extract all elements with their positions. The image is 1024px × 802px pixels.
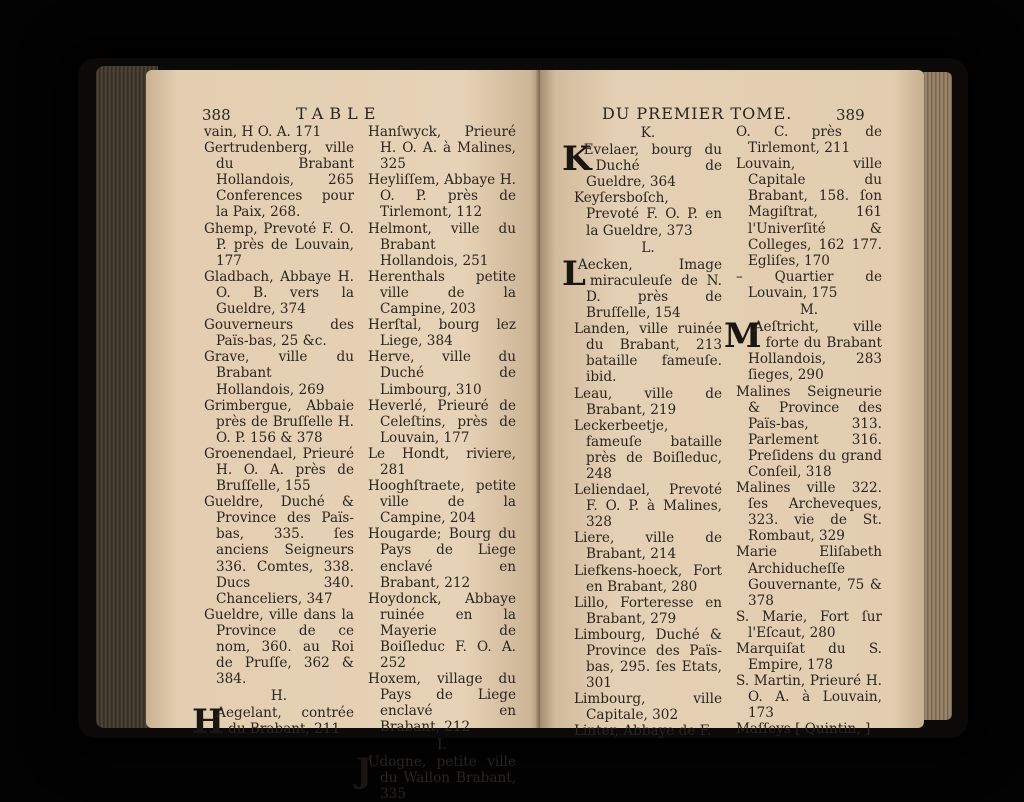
index-entry: Leckerbeetje, fameuſe bataille près de Boiſleduc, 248	[574, 417, 722, 482]
index-entry: vain, H O. A. 171	[204, 124, 322, 140]
index-entry: Hoydonck, Abbaye ruinée en la Mayerie de Boiſleduc F. O. A. 252	[368, 590, 516, 672]
index-entry: Heverlé, Prieuré de Celeſtins, près de Louvain, 177	[368, 397, 516, 446]
index-entry: Marie Eliſabeth Archiducheſſe Gouvernante, 75 & 378	[736, 544, 882, 609]
index-entry: Hooghſtraete, petite ville de la Campine, 204	[368, 478, 516, 527]
index-entry: Liere, ville de Brabant, 214	[574, 530, 722, 563]
index-entry-text: Udogne, petite ville du Wallon Brabant, 335	[368, 753, 516, 802]
index-entry: Herve, ville du Duché de Limbourg, 310	[368, 349, 516, 398]
index-entry: Maſſeys [ Quintin, ]	[736, 721, 871, 738]
index-entry-text: Aegelant, contrée du Brabant, 211	[216, 705, 354, 738]
index-entry: Limbourg, ville Capitale, 302	[574, 691, 722, 724]
index-entry: Gertrudenberg, ville du Brabant Hollandois, 265 Conferences pour la Paix, 268.	[204, 140, 354, 221]
dropcap-k: K	[562, 139, 592, 180]
left-page	[146, 70, 542, 802]
index-entry: O. C. près de Tirlemont, 211	[736, 124, 882, 157]
index-entry: Leau, ville de Brabant, 219	[574, 385, 722, 418]
index-entry: Gueldre, Duché & Province des Païs-bas, 335. ſes anciens Seigneurs 336. Comtes, 338. Ducs 340. Chanceliers, 347	[204, 494, 354, 607]
index-entry: Linter, Abbaye de F.	[574, 723, 712, 740]
right-column-2	[724, 124, 882, 738]
section-letter-l: L.	[641, 239, 655, 256]
index-entry: Gueldre, ville dans la Province de ce nom, 360. au Roi de Pruſſe, 362 & 384.	[204, 606, 354, 688]
index-entry: Grimbergue, Abbaie près de Bruſſelle H. O. P. 156 & 378	[204, 397, 354, 446]
index-entry: Hougarde; Bourg du Pays de Liege enclavé en Brabant, 212	[368, 526, 516, 591]
right-page-number: 389	[836, 106, 865, 124]
index-entry: Gouverneurs des Païs-bas, 25 &c.	[204, 317, 354, 350]
section-letter-m: M.	[799, 302, 819, 319]
index-entry: Helmont, ville du Brabant Hollandois, 251	[368, 220, 516, 269]
index-entry: Malines Seigneurie & Province des Païs-bas, 313. Parlement 316. Preſidens du grand Conſeil, 318	[736, 383, 882, 480]
dropcap-h: H	[192, 702, 225, 743]
section-letter-h: H.	[270, 688, 288, 705]
index-entry: – Quartier de Louvain, 175	[736, 268, 882, 301]
index-entry: Le Hondt, riviere, 281	[368, 445, 516, 478]
left-column-1	[192, 124, 354, 743]
index-entry: Leliendael, Prevoté F. O. P. à Malines, 328	[574, 482, 722, 531]
index-entry: Grave, ville du Brabant Hollandois, 269	[204, 349, 354, 398]
index-entry: Hanſwyck, Prieuré H. O. A. à Malines, 325	[368, 124, 516, 173]
index-entry: Gladbach, Abbaye H. O. B. vers la Gueldre, 374	[204, 268, 354, 318]
index-entry: Malines ville 322. ſes Archeveques, 323. vie de St. Rombaut, 329	[736, 480, 882, 545]
index-entry: Groenendael, Prieuré H. O. A. près de Bruſſelle, 155	[204, 445, 354, 495]
right-column-1	[562, 124, 722, 740]
index-entry: Lillo, Forteresse en Brabant, 279	[574, 594, 722, 627]
dropcap-i: J	[356, 750, 373, 791]
index-entry: Louvain, ville Capitale du Brabant, 158. ſon Magiſtrat, 161 l'Univerſité & Colleges, 162 177. Egliſes, 170	[736, 156, 882, 269]
index-entry: S. Martin, Prieuré H. O. A. à Louvain, 173	[736, 673, 882, 722]
dropcap-m: M	[724, 316, 762, 357]
index-entry: Herenthals petite ville de la Campine, 203	[368, 268, 516, 318]
index-entry: Heyliſſem, Abbaye H. O. P. près de Tirlemont, 112	[368, 172, 516, 221]
index-entry-dropcap	[356, 750, 516, 802]
right-running-head: DU PREMIER TOME.	[602, 104, 793, 123]
dropcap-l: L	[562, 253, 586, 294]
left-column-2	[356, 124, 516, 802]
index-entry-dropcap	[562, 139, 722, 191]
index-entry: S. Marie, Fort ſur l'Eſcaut, 280	[736, 608, 882, 641]
left-running-head: TABLE	[296, 104, 382, 123]
right-page	[540, 70, 924, 740]
index-entry: Ghemp, Prevoté F. O. P. près de Louvain, 177	[204, 220, 354, 269]
index-entry: Liefkens-hoeck, Fort en Brabant, 280	[574, 562, 722, 595]
index-entry-dropcap	[562, 253, 722, 322]
section-letter-i: I.	[437, 736, 447, 753]
index-entry-text: Aecken, Image miraculeuſe de N. D. près de Bruſſelle, 154	[577, 256, 722, 322]
index-entry: Marquiſat du S. Empire, 178	[736, 641, 882, 674]
index-entry-dropcap	[192, 702, 354, 743]
index-entry: Hoxem, village du Pays de Liege enclavé en Brabant, 212	[368, 671, 516, 736]
index-entry-text: Evelaer, bourg du Duché de Gueldre, 364	[583, 142, 722, 191]
left-page-number: 388	[202, 106, 231, 124]
index-entry: Keyſersboſch, Prevoté F. O. P. en la Gueldre, 373	[574, 190, 722, 239]
section-letter-k: K.	[640, 125, 656, 141]
index-entry-dropcap	[724, 316, 882, 384]
index-entry-text: Aeſtricht, ville forte du Brabant Hollandois, 283 ſieges, 290	[748, 319, 882, 384]
index-entry: Herſtal, bourg lez Liege, 384	[368, 317, 516, 350]
index-entry: Landen, ville ruinée du Brabant, 213 bataille fameuſe. ibid.	[574, 321, 722, 386]
right-page-edges	[920, 72, 952, 720]
index-entry: Limbourg, Duché & Province des Païs-bas, 295. ſes Etats, 301	[574, 626, 722, 692]
